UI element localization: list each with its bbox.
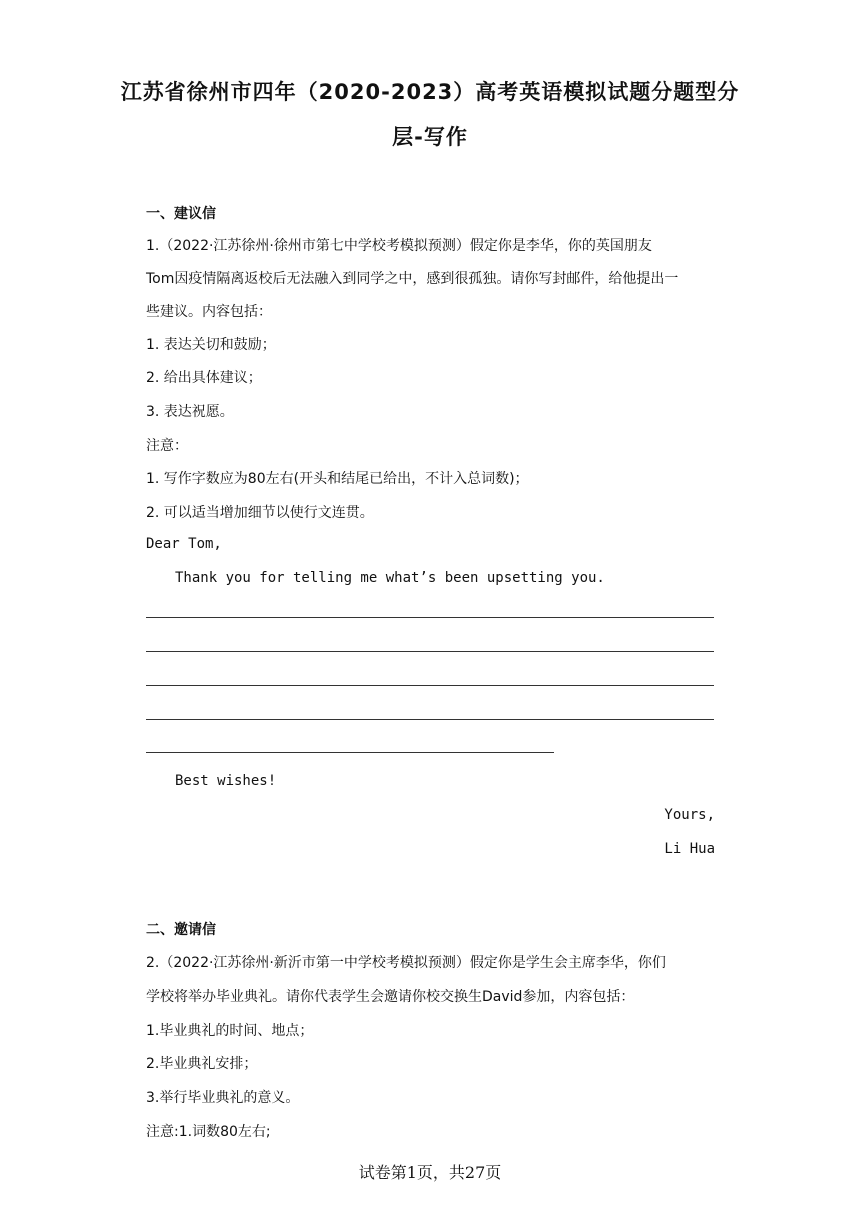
content-item: 2. 给出具体建议； [146, 370, 262, 386]
question-text-line: 2.（2022·江苏徐州·新沂市第一中学校考模拟预测）假定你是学生会主席李华，你们 [146, 955, 666, 971]
content-item: 1.毕业典礼的时间、地点； [146, 1023, 314, 1039]
closing-phrase: Best wishes! [175, 773, 277, 789]
signature-yours: Yours, [664, 807, 715, 823]
section-heading: 一、建议信 [146, 206, 216, 222]
content-item: 2.毕业典礼安排； [146, 1056, 258, 1072]
title-line-1: 江苏省徐州市四年（2020-2023）高考英语模拟试题分题型分 [120, 80, 740, 104]
content-item: 3.举行毕业典礼的意义。 [146, 1090, 300, 1106]
note-item: 1. 写作字数应为80左右(开头和结尾已给出，不计入总词数)； [146, 471, 529, 487]
salutation: Dear Tom, [146, 536, 222, 552]
content-item: 3. 表达祝愿。 [146, 404, 234, 420]
question-text-line: Tom因疫情隔离返校后无法融入到同学之中，感到很孤独。请你写封邮件，给他提出一 [146, 271, 679, 287]
note-item: 注意:1.词数80左右; [146, 1124, 271, 1140]
answer-line[interactable] [146, 617, 714, 618]
question-text-line: 1.（2022·江苏徐州·徐州市第七中学校考模拟预测）假定你是李华，你的英国朋友 [146, 238, 652, 254]
question-text-line: 些建议。内容包括： [146, 304, 272, 320]
note-label: 注意： [146, 438, 188, 454]
opening-sentence: Thank you for telling me what’s been upsetting you. [175, 570, 605, 586]
answer-line[interactable] [146, 719, 714, 720]
question-text-line: 学校将举办毕业典礼。请你代表学生会邀请你校交换生David参加，内容包括： [146, 989, 635, 1005]
note-item: 2. 可以适当增加细节以使行文连贯。 [146, 505, 374, 521]
answer-line[interactable] [146, 685, 714, 686]
signature-name: Li Hua [664, 841, 715, 857]
title-line-2: 层-写作 [392, 125, 468, 149]
answer-line[interactable] [146, 752, 554, 753]
page-footer: 试卷第1页，共27页 [358, 1163, 502, 1182]
answer-line[interactable] [146, 651, 714, 652]
content-item: 1. 表达关切和鼓励； [146, 337, 276, 353]
section-heading: 二、邀请信 [146, 922, 216, 938]
